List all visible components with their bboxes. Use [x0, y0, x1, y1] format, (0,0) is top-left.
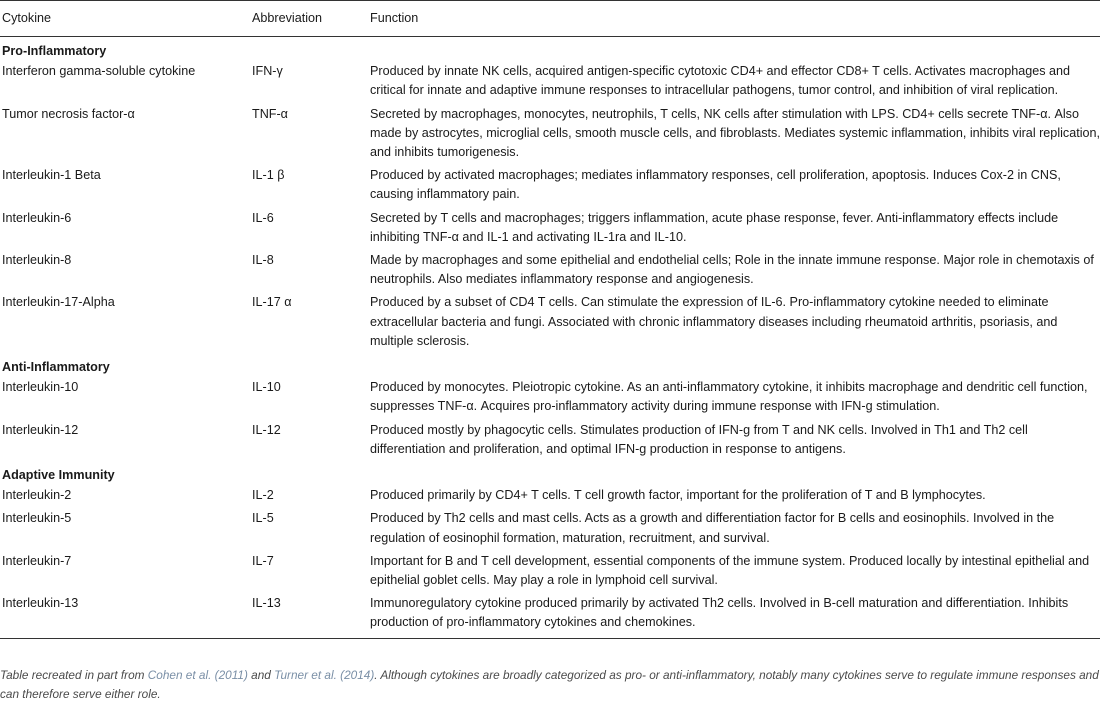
table-body	[0, 37, 1100, 639]
cell-function: Produced mostly by phagocytic cells. Stimulates production of IFN-g from T and NK cells. Involved in Th1 and Th2 cell differentiation and proliferation, and optimal IFN-g production in response to antigens.	[370, 422, 1028, 456]
cell-cytokine: Interleukin-17-Alpha	[2, 295, 115, 310]
table-row	[0, 250, 1100, 292]
cell-function: Produced by activated macrophages; mediates inflammatory responses, cell proliferation, apoptosis. Induces Cox-2 in CNS, causing inflammatory pain.	[370, 168, 1061, 202]
footnote-middle: and	[247, 668, 275, 682]
table-row	[0, 420, 1100, 462]
cell-abbreviation: IL-1 β	[252, 168, 285, 183]
cell-abbreviation: IL-7	[252, 553, 274, 568]
cell-function: Immunoregulatory cytokine produced primarily by activated Th2 cells. Involved in B-cell maturation and differentiation. Inhibits production of pro-inflammatory cytokines and chemokines.	[370, 593, 1100, 638]
cell-function: Produced primarily by CD4+ T cells. T cell growth factor, important for the proliferation of T and B lymphocytes.	[370, 488, 986, 503]
table-row	[0, 508, 1100, 550]
table-row	[0, 292, 1100, 354]
cell-abbreviation: IL-6	[252, 210, 274, 225]
cell-cytokine: Interferon gamma-soluble cytokine	[2, 64, 196, 79]
footnote-ref-turner[interactable]: Turner et al. (2014)	[274, 668, 375, 682]
table-header	[0, 1, 1100, 37]
cell-function: Secreted by T cells and macrophages; triggers inflammation, acute phase response, fever. Anti-inflammatory effects include inhibiting TNF-α and IL-1 and activating IL-1ra and IL-10.	[370, 210, 1059, 244]
cell-cytokine: Interleukin-10	[2, 380, 79, 395]
cell-function: Made by macrophages and some epithelial and endothelial cells; Role in the innate immune response. Major role in chemotaxis of neutrophils. Also mediates inflammatory response and angiogenesis.	[370, 253, 1094, 287]
table-footnote	[0, 666, 1100, 704]
footnote-suffix: . Although cytokines are broadly categorized as pro- or anti-inflammatory, notably many cytokines serve to regulate immune responses and can therefore serve either role.	[0, 668, 1099, 701]
table-row	[0, 104, 1100, 166]
cell-function: Produced by innate NK cells, acquired antigen-specific cytotoxic CD4+ and effector CD8+ T cells. Activates macrophages and critical for innate and adaptive immune responses to intracellular pathogens, tumor control, and inhibition of viral replication.	[370, 64, 1071, 98]
section-title: Pro-Inflammatory	[2, 44, 107, 58]
cell-cytokine: Interleukin-8	[2, 253, 72, 268]
cell-cytokine: Interleukin-2	[2, 488, 72, 503]
cell-abbreviation: IL-17 α	[252, 295, 292, 310]
cell-cytokine: Interleukin-1 Beta	[2, 168, 101, 183]
section-row	[0, 462, 1100, 485]
cell-abbreviation: IFN-γ	[252, 64, 283, 79]
footnote-prefix: Table recreated in part from	[0, 668, 148, 682]
cell-abbreviation: IL-13	[250, 593, 370, 638]
cell-abbreviation: IL-10	[252, 380, 281, 395]
cell-abbreviation: IL-2	[252, 488, 274, 503]
cell-cytokine: Interleukin-7	[2, 553, 72, 568]
cell-function: Important for B and T cell development, essential components of the immune system. Produced locally by intestinal epithelial and epithelial goblet cells. May play a role in lymphoid cell survival.	[370, 553, 1090, 588]
section-title: Anti-Inflammatory	[2, 360, 110, 375]
cell-function: Produced by monocytes. Pleiotropic cytokine. As an anti-inflammatory cytokine, it inhibits macrophage and dendritic cell function, suppresses TNF-α. Acquires pro-inflammatory activity during immune response with IFN-g stimulation.	[370, 380, 1088, 414]
header-abbreviation: Abbreviation	[250, 1, 370, 37]
cell-function: Secreted by macrophages, monocytes, neutrophils, T cells, NK cells after stimulation with LPS. CD4+ cells secrete TNF-α. Also made by astrocytes, microglial cells, smooth muscle cells, and fibroblasts. Mediates systemic inflammation, inhibits viral replication, and inhibits tumorigenesis.	[370, 106, 1100, 160]
section-title: Adaptive Immunity	[2, 468, 115, 483]
cell-cytokine: Interleukin-5	[2, 511, 72, 526]
table-row	[0, 485, 1100, 508]
footnote-ref-cohen[interactable]: Cohen et al. (2011)	[147, 668, 248, 682]
section-row	[0, 37, 1100, 62]
cell-function: Produced by a subset of CD4 T cells. Can stimulate the expression of IL-6. Pro-inflammatory cytokine needed to eliminate extracellular bacteria and fungi. Associated with chronic inflammatory diseases including rheumatoid arthritis, psoriasis, and multiple sclerosis.	[370, 295, 1058, 348]
header-function: Function	[370, 1, 1100, 37]
cell-function: Produced by Th2 cells and mast cells. Acts as a growth and differentiation factor for B cells and eosinophils. Involved in the regulation of eosinophil formation, maturation, recruitment, and survival.	[370, 511, 1055, 545]
cell-cytokine: Interleukin-6	[2, 210, 72, 225]
cell-abbreviation: IL-8	[252, 253, 274, 268]
cell-cytokine: Interleukin-12	[2, 422, 79, 437]
cell-cytokine: Interleukin-13	[0, 593, 250, 638]
cell-abbreviation: IL-12	[252, 422, 281, 437]
table-row	[0, 208, 1100, 250]
cell-abbreviation: TNF-α	[252, 106, 288, 121]
header-cytokine: Cytokine	[0, 1, 250, 37]
table-row	[0, 593, 1100, 638]
table-row	[0, 61, 1100, 103]
cell-cytokine: Tumor necrosis factor-α	[2, 106, 135, 121]
cell-abbreviation: IL-5	[252, 511, 274, 526]
section-row	[0, 354, 1100, 377]
table-row	[0, 377, 1100, 419]
table-row	[0, 551, 1100, 593]
table-row	[0, 165, 1100, 207]
header-row	[0, 1, 1100, 37]
